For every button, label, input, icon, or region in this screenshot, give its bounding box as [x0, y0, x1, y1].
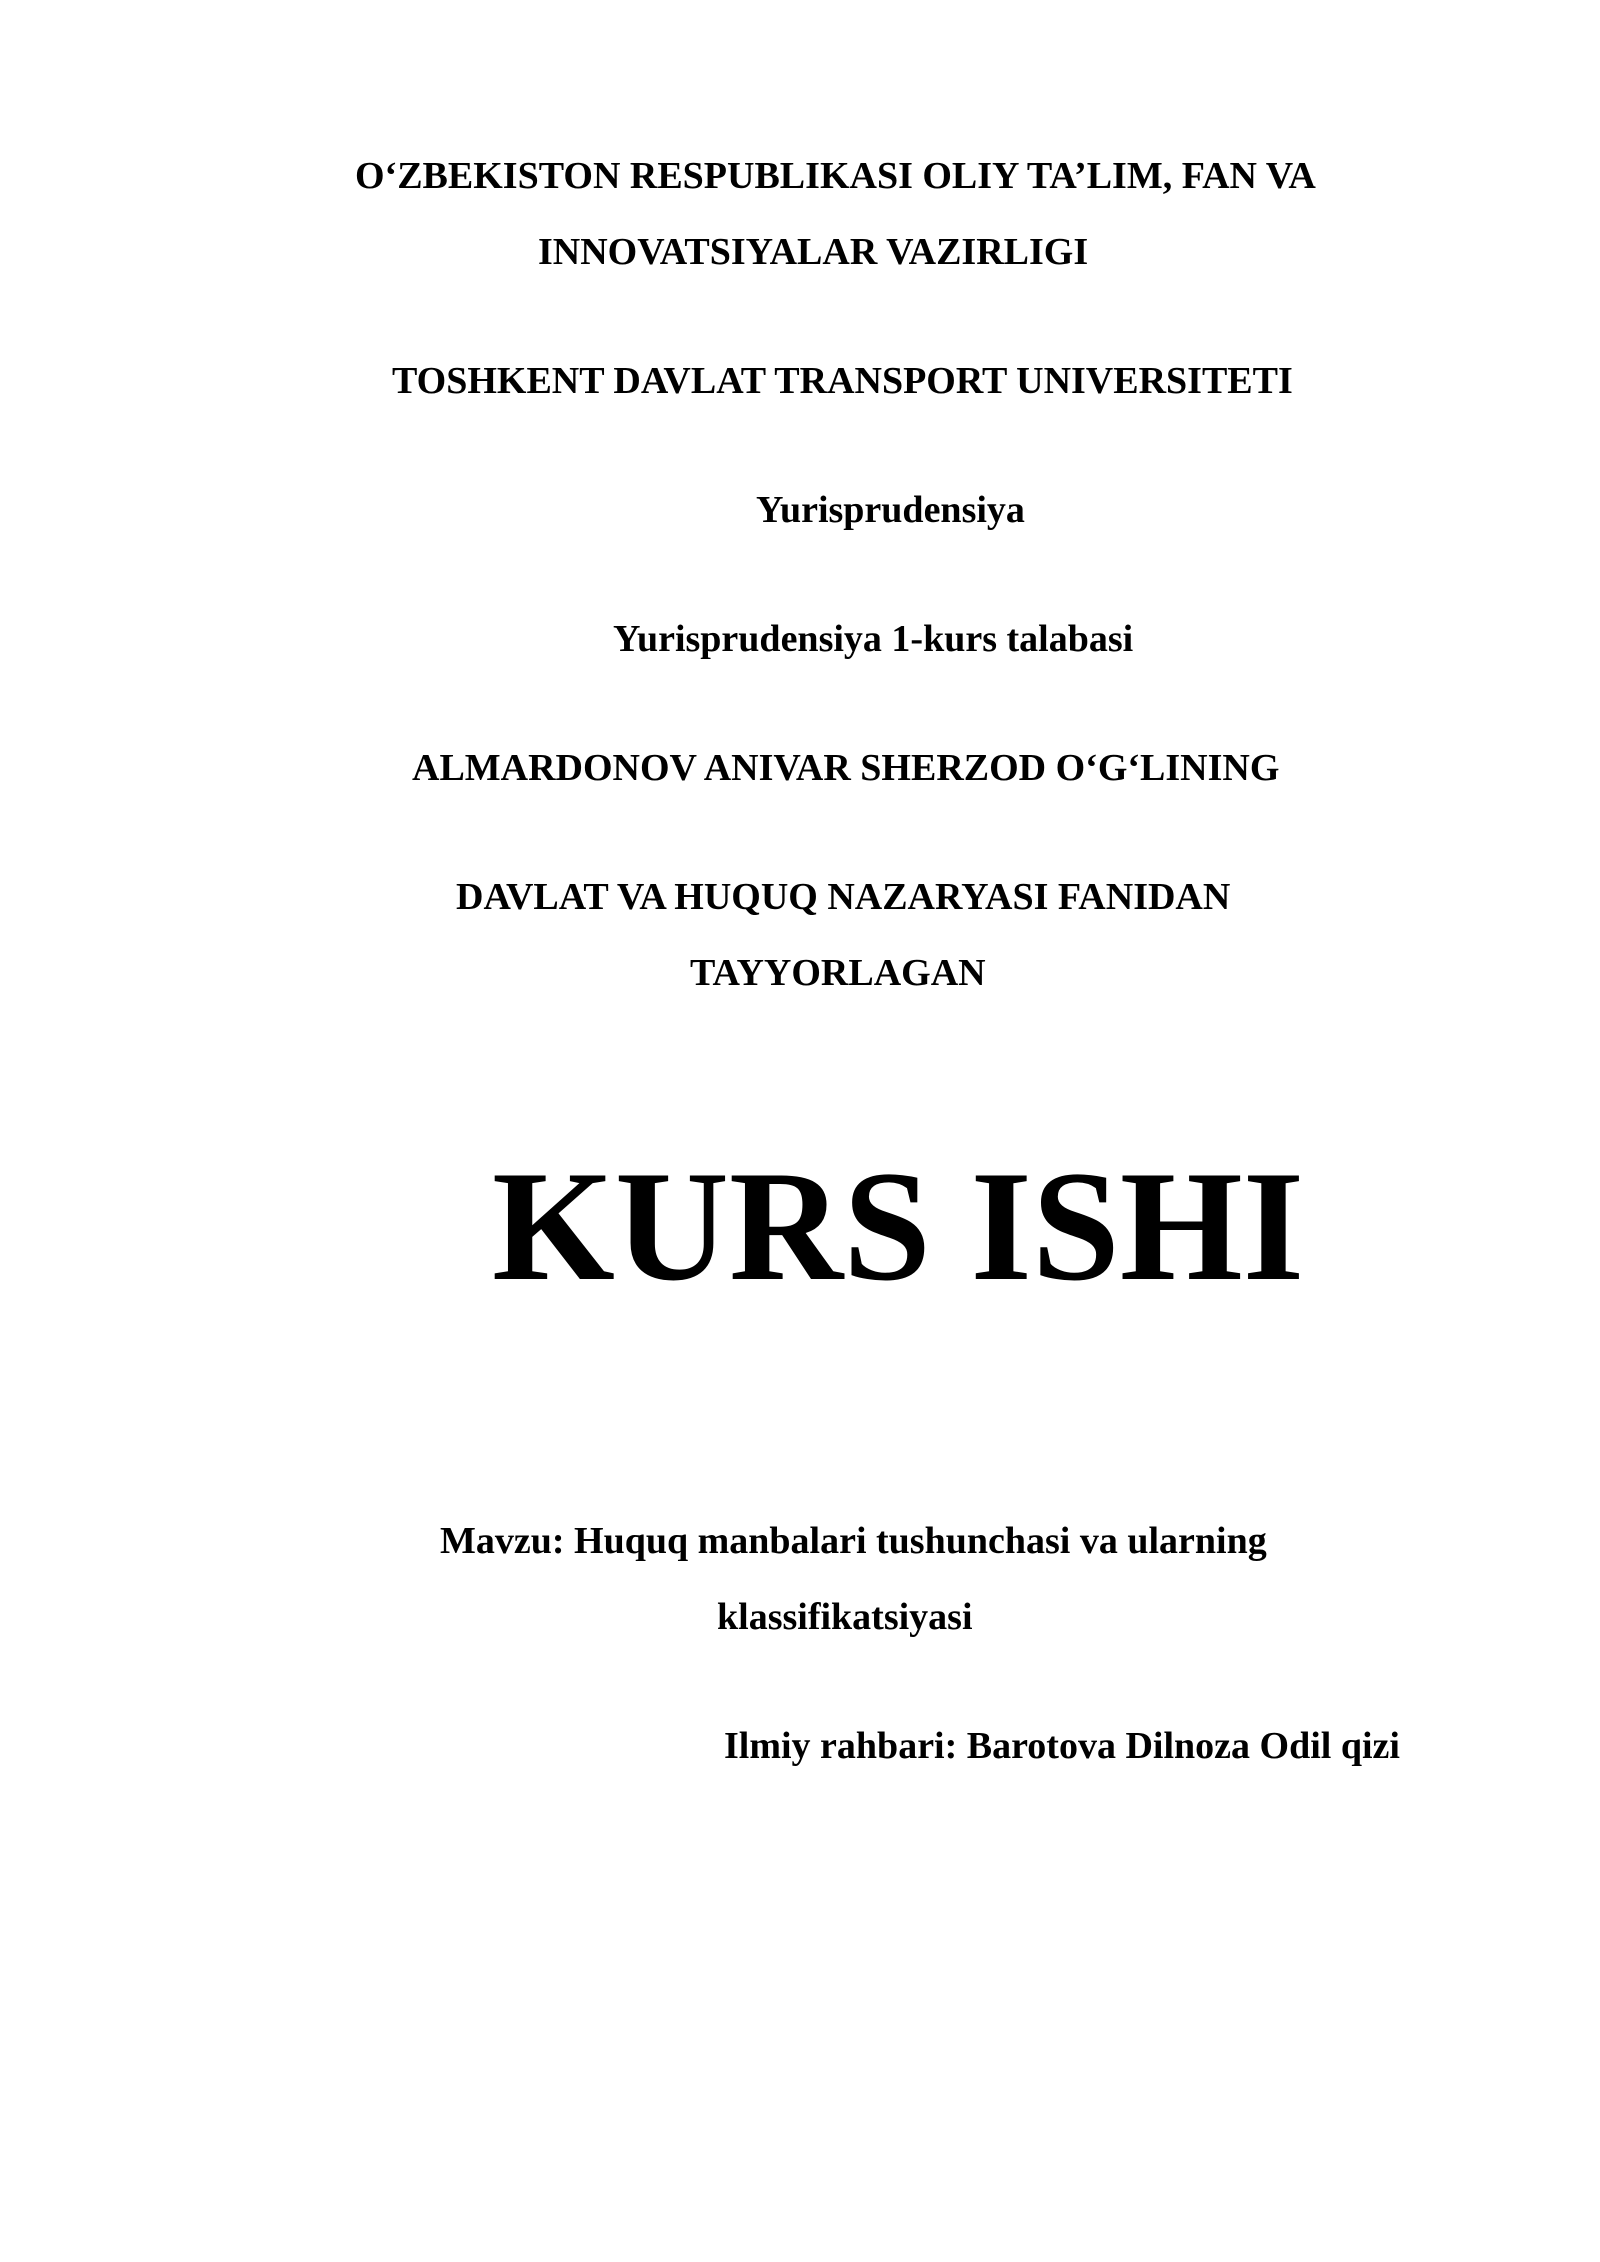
student-course-line: Yurisprudensiya 1-kurs talabasi: [613, 618, 1134, 660]
topic-line-2: klassifikatsiyasi: [717, 1596, 973, 1638]
subject-line-1: DAVLAT VA HUQUQ NAZARYASI FANIDAN: [456, 876, 1231, 918]
ministry-line-1: O‘ZBEKISTON RESPUBLIKASI OLIY TA’LIM, FAN VA: [355, 155, 1316, 197]
student-name: ALMARDONOV ANIVAR SHERZOD O‘G‘LINING: [412, 747, 1280, 789]
faculty-name: Yurisprudensiya: [756, 489, 1025, 531]
subject-line-2: TAYYORLAGAN: [690, 952, 986, 994]
supervisor-line: Ilmiy rahbari: Barotova Dilnoza Odil qizi: [724, 1725, 1400, 1767]
topic-line-1: Mavzu: Huquq manbalari tushunchasi va ularning: [440, 1520, 1267, 1562]
ministry-line-2: INNOVATSIYALAR VAZIRLIGI: [538, 231, 1089, 273]
document-title: KURS ISHI: [492, 1139, 1305, 1314]
university-name: TOSHKENT DAVLAT TRANSPORT UNIVERSITETI: [392, 360, 1293, 402]
